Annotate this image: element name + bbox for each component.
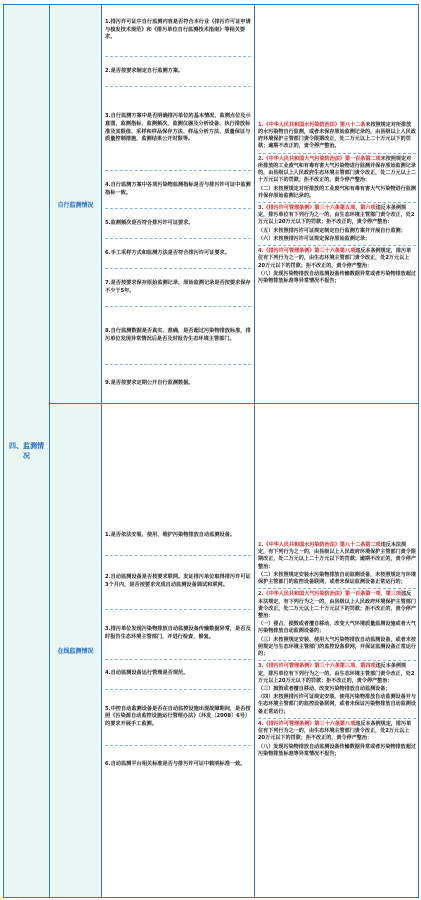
section-label-text: 四、监测情况: [9, 441, 44, 460]
self-check-item-text: 9.是否按要求定期公开自行监测数据。: [105, 380, 194, 387]
online-monitoring-label-text: 在线监测情况: [57, 648, 94, 655]
self-check-item: [105, 171, 251, 209]
self-check-item: [105, 269, 251, 307]
law-body: 违反本条例规定，排污单位有下列行为之一的，由生态环境主管部门责令改正，处2万元以上20万元以下的罚款；拒不改正的，责令停产整治：: [258, 248, 412, 269]
law-sub-clause: （八）发现污染物排放自动监测设备传输数据异常或者污染物排放超过污染物排放标准等异常情况不报告；: [258, 270, 416, 284]
law-clause: [258, 542, 416, 571]
online-check-item-text: 6.自动监测平台相关标准是否与排污许可证中载明标准一致。: [105, 760, 246, 767]
self-check-item: [105, 87, 251, 171]
law-divider: [258, 245, 416, 246]
online-check-item: [105, 610, 251, 660]
self-monitoring-laws: [255, 5, 419, 404]
online-check-item: [105, 690, 251, 746]
law-title: 2.《中华人民共和国大气污染防治法》第一百条第一项、第三项: [258, 591, 402, 598]
law-clause: [258, 156, 416, 185]
online-check-item-text: 3.排污单位发现污染物排放自动监测设备传输数据异常，是否及时报告生态环境主管部门，并进行检查、修复。: [105, 626, 251, 640]
self-monitoring-label-text: 自行监测情况: [57, 201, 94, 209]
law-body: 未按照规定对所排放的水污染物自行监测，或者未保存原始监测记录的，由县级以上人民政府环境保护主管部门责令限期改正，处二万元以上二十万元以下的罚款；逾期不改正的，责令停产整治。: [258, 121, 416, 150]
law-sub-clause: （一）侵占、损毁或者擅自移动、改变大气环境质量监测设施或者大气污染物排放自动监测设备的；: [258, 621, 416, 635]
law-sub-clause: （三）未按照规定安装、使用大气污染物排放自动监测设备，或者未按照规定与生态环境主管部门的监控设备联网，并保证监测设备正常运行的；: [258, 636, 416, 658]
law-sub-clause: （二）未按照规定安装水污染物排放自动监测设备，未按照规定与环境保护主管部门的监控设备联网，或者未保证监测设备正常运行的；: [258, 571, 416, 586]
self-check-item-text: 3.自行监测方案中是否明确排污单位的基本情况、监测点位及示意图、监测指标、监测频次、监测仪器及分析设备、执行排放标准及其限值、采样和样品保存方法、样品分析方法、质量保证与质量控制措施、监测结果公开时限等。: [105, 113, 251, 143]
online-check-item-text: 2.自动监测设备是否按要求联网。发证排污单位取得排污许可证3个月内，是否按要求完成自动监测设备调试和联网。: [105, 574, 251, 588]
online-check-item: [105, 518, 251, 556]
self-monitoring-label: [50, 5, 102, 404]
law-title: 3.《排污许可管理条例》第三十六条第三项、: [258, 663, 361, 670]
law-sub-clause: （五）未按照排污许可证规定制定自行监测方案并开展自行监测；: [258, 227, 406, 234]
self-check-item-text: 4.自行监测方案中各项污染物监测指标是否与排污许可证中监测指标一致。: [105, 181, 251, 196]
online-check-item: [105, 660, 251, 690]
online-monitoring-items: [102, 404, 255, 898]
law-clause: [258, 205, 416, 227]
self-check-item-text: 2.是否按要求制定自行监测方案。: [105, 67, 184, 74]
law-divider: [258, 153, 416, 154]
self-check-item-text: 6.手工采样方式和监测方法是否符合排污许可证要求。: [105, 249, 230, 256]
section-label: [4, 5, 50, 898]
law-body: 违反本条例规定，排污单位有下列行为之一的，由生态环境主管部门责令改正，处2万元以上20万元以下的罚款；拒不改正的，责令停产整治：: [258, 663, 415, 684]
online-check-item-text: 4.自动监测设备运行管理是否规范。: [105, 670, 189, 677]
self-check-item: [105, 239, 251, 269]
law-clause: [258, 663, 416, 685]
law-divider: [258, 660, 416, 661]
law-sub-clause: （二）未按照规定对所排放的工业废气和有毒有害大气污染物进行监测并保存原始监测记录的。: [258, 185, 416, 199]
inspection-table: [3, 4, 419, 898]
law-sub-clause: （六）未按照排污许可证规定保存原始监测记录；: [258, 235, 371, 242]
law-clause: [258, 591, 416, 620]
law-title-item: 第四项: [360, 663, 376, 670]
law-clause: [258, 721, 416, 743]
self-check-item-text: 5.监测频次是否符合排污许可证要求。: [105, 219, 194, 226]
self-check-item: [105, 209, 251, 239]
law-sub-clause: （三）损毁或者擅自移动、改变污染物排放自动监测设备；: [258, 685, 391, 692]
online-check-item: [105, 556, 251, 610]
law-body: 违反本法规定，有下列行为之一的，由县级以上人民政府环境保护主管部门责令改正，处二万元以上二十万元以下的罚款；拒不改正的，责令停产整治：: [258, 591, 416, 620]
law-body: 违反本条例规定，排污单位有下列行为之一的，由生态环境主管部门责令改正，处2万元以上20万元以下的罚款；拒不改正的，责令停产整治：: [258, 720, 412, 742]
self-check-item: [105, 307, 251, 365]
online-monitoring-label: [50, 404, 102, 898]
online-monitoring-laws: [255, 404, 419, 898]
law-title: 1.《中华人民共和国水污染防治法》第八十二条: [258, 121, 366, 128]
law-divider: [258, 588, 416, 589]
law-divider: [258, 202, 416, 203]
law-title: 4.《排污许可管理条例》第三十六条第八项: [258, 248, 356, 255]
law-title: 4.《排污许可管理条例》第三十六条第八项: [258, 720, 356, 727]
law-body: 未按照规定对所排放的工业废气和有毒有害大气污染物进行监测并保存原始监测记录的，由县级以上人民政府生态环境主管部门责令改正，处二万元以上二十万元以下的罚款；拒不改正的，责令停产整治：: [258, 155, 416, 184]
online-check-item-text: 5.中控自动监测设备是否在自动监控设施出现故障期间，是否按照《污染源自动监控设施运行管理办法》（环发〔2008〕6号）的要求开展手工监测。: [105, 705, 251, 727]
online-check-item-text: 1.是否依法安装、使用、维护污染物排放自动监测设备。: [105, 532, 236, 539]
law-sub-clause: （八）发现污染物排放自动监测设备传输数据异常或者污染物排放超过污染物排放标准等异常情况不报告；: [258, 743, 416, 757]
law-body: 违反本条例规定，排污单位有下列行为之一的，由生态环境主管部门责令改正，处2万元以上20万元以下的罚款；拒不改正的，责令停产整治：: [258, 205, 415, 226]
law-title: 2.《中华人民共和国大气污染防治法》第一百条第二项: [258, 155, 381, 162]
self-check-item-text: 1.排污许可证中自行监测内容是否符合本行业《排污许可证申请与核发技术规范》和《排污单位自行监测技术指南》等相关要求。: [105, 19, 251, 41]
self-check-item: [105, 365, 251, 403]
self-monitoring-items: [102, 5, 255, 404]
online-check-item: [105, 746, 251, 784]
law-divider: [258, 718, 416, 719]
law-clause: [258, 122, 416, 151]
self-check-item: [105, 5, 251, 57]
law-body: 违反本法规定，有下列行为之一的，由县级以上人民政府环境保护主管部门责令限期改正，处二万元以上二十万元以下的罚款；逾期不改正的，责令停产整治：: [258, 542, 416, 570]
law-title: 1.《中华人民共和国水污染防治法》第八十二条第二项: [258, 542, 381, 549]
self-check-item: [105, 57, 251, 87]
law-clause: [258, 248, 416, 270]
law-title: 3.《排污许可管理条例》第三十六条第五项、: [258, 205, 361, 211]
self-check-item-text: 7.是否按要求保存原始监测记录，原始监测记录是否按要求保存不少于5年。: [105, 279, 251, 294]
self-check-item-text: 8.自行监测数据是否真实、准确，是否超过污染物排放标准，排污单位发现异常情况后是否及时报告生态环境主管部门。: [105, 327, 251, 342]
law-title-item: 第六项: [360, 205, 376, 211]
law-sub-clause: （四）未按照排污许可证规定安装、使用污染物排放自动监测设备并与生态环境主管部门的监控设备联网，或者未保证污染物排放自动监测设备正常运行；: [258, 694, 416, 715]
